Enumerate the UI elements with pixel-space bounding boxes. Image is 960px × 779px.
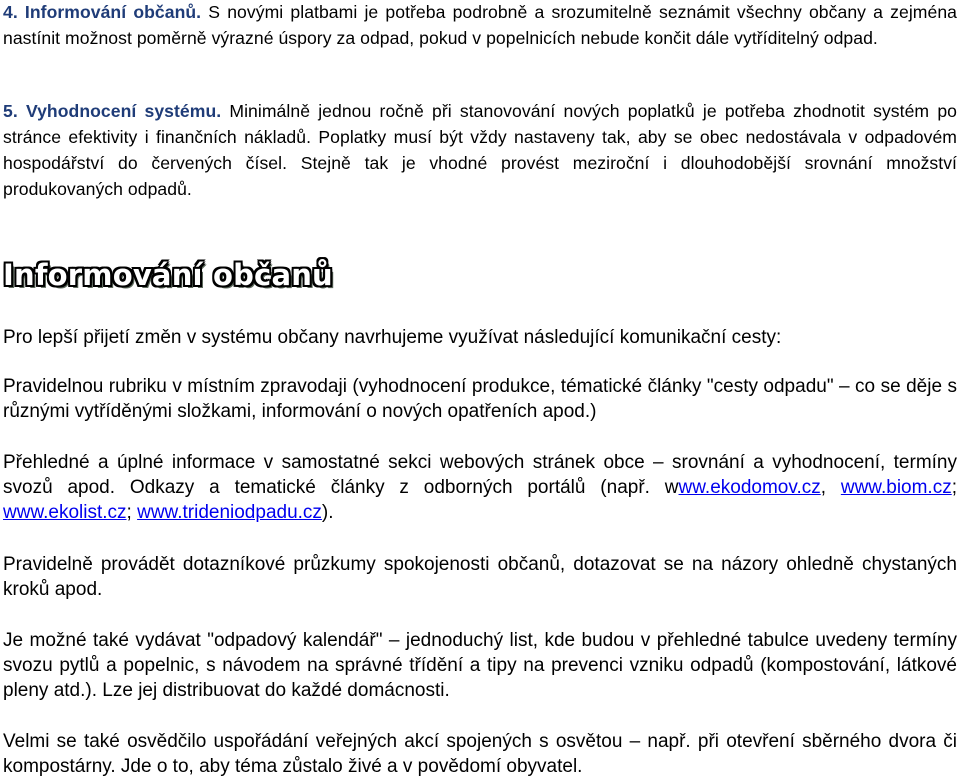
link-trideniodpadu[interactable]: www.trideniodpadu.cz	[137, 502, 322, 523]
section-4-text: S novými platbami je potřeba podrobně a srozumitelně seznámit všechny občany a zejména nastínit možnost poměrně výrazné úspory za odpad, pokud v popelnicích nebude končit dále vytříditelný odpad.	[3, 2, 958, 48]
link-separator: ;	[951, 477, 957, 498]
section-5-lead: 5. Vyhodnocení systému.	[3, 101, 222, 121]
web-paragraph	[3, 450, 957, 525]
link-separator: ;	[126, 502, 138, 523]
web-text: Přehledné a úplné informace v samostatné sekci webových stránek obce – srovnání a vyhodnocení, termíny svozů apod. Odkazy a tematické články z odborných portálů (např. w	[3, 452, 957, 498]
intro-paragraph: Pro lepší přijetí změn v systému občany navrhujeme využívat následující komunikační cesty:	[3, 327, 782, 348]
section-5-text: Minimálně jednou ročně při stanovování nových poplatků je potřeba zhodnotit systém po stránce efektivity i finančních nákladů. Poplatky musí být vždy nastaveny tak, aby se obec nedostávala v odpadovém hospodářství do červených čísel. Stejně tak je vhodné provést meziroční i dlouhodobější srovnání množství produkovaných odpadů.	[3, 101, 957, 199]
events-paragraph: Velmi se také osvědčilo uspořádání veřejných akcí spojených s osvětou – např. při otevření sběrného dvora či kompostárny. Jde o to, aby téma zůstalo živé a v povědomí obyvatel.	[3, 731, 957, 777]
link-biom[interactable]: www.biom.cz	[840, 477, 952, 498]
web-text-end: ).	[321, 502, 334, 523]
link-ekolist[interactable]: www.ekolist.cz	[3, 502, 127, 523]
section-4-lead: 4. Informování občanů.	[3, 2, 202, 22]
page-heading: Informování občanů	[3, 258, 333, 292]
survey-paragraph: Pravidelně provádět dotazníkové průzkumy spokojenosti občanů, dotazovat se na názory ohledně chystaných kroků apod.	[3, 554, 957, 600]
section-4-paragraph	[3, 0, 957, 51]
calendar-paragraph: Je možné také vydávat "odpadový kalendář" – jednoduchý list, kde budou v přehledné tabulce uvedeny termíny svozu pytlů a popelnic, s návodem na správné třídění a tipy na prevenci vzniku odpadů (kompostování, látkové pleny atd.). Lze jej distribuovat do každé domácnosti.	[3, 630, 957, 701]
link-separator: ,	[820, 477, 841, 498]
section-5-paragraph	[3, 98, 957, 202]
link-ekodomov[interactable]: ww.ekodomov.cz	[678, 477, 821, 498]
rubric-paragraph: Pravidelnou rubriku v místním zpravodaji (vyhodnocení produkce, tématické články "cesty odpadu" – co se děje s různými vytříděnými složkami, informování o nových opatřeních apod.)	[3, 376, 957, 422]
